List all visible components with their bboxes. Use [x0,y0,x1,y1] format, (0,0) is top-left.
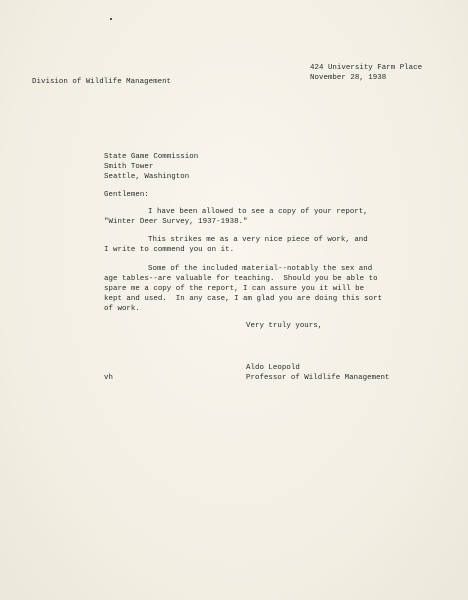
paragraph-3-line-2: age tables--are valuable for teaching. Should you be able to [104,275,378,283]
ink-speck [110,18,112,20]
recipient-name: State Game Commission [104,153,199,161]
paragraph-3-line-3: spare me a copy of the report, I can assure you it will be [104,285,365,293]
department-line: Division of Wildlife Management [32,78,172,86]
paragraph-2-line-2: I write to commend you on it. [104,246,235,254]
paragraph-3-line-1: Some of the included material--notably the sex and [148,265,373,273]
paragraph-1-line-2: "Winter Deer Survey, 1937-1938." [104,218,248,226]
signer-title: Professor of Wildlife Management [246,374,390,382]
sender-address: 424 University Farm Place [310,64,423,72]
salutation: Gentlemen: [104,191,149,199]
recipient-city: Seattle, Washington [104,173,190,181]
paragraph-2-line-1: This strikes me as a very nice piece of work, and [148,236,368,244]
closing: Very truly yours, [246,322,323,330]
paragraph-1-line-1: I have been allowed to see a copy of your report, [148,208,368,216]
typist-initials: vh [104,374,113,382]
signer-name: Aldo Leopold [246,364,300,372]
paragraph-3-line-4: kept and used. In any case, I am glad you are doing this sort [104,295,383,303]
letter-date: November 28, 1938 [310,74,387,82]
recipient-building: Smith Tower [104,163,154,171]
paragraph-3-line-5: of work. [104,305,140,313]
